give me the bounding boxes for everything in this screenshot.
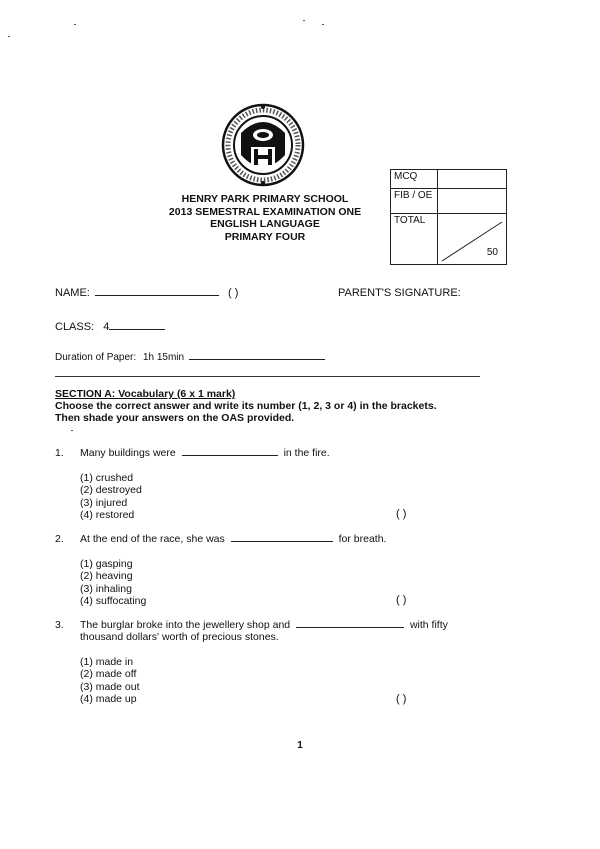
- answer-bracket[interactable]: ( ): [396, 508, 407, 520]
- option: (4) made up: [80, 692, 137, 705]
- section-a-instruction-1: Choose the correct answer and write its number (1, 2, 3 or 4) in the brackets.: [55, 400, 437, 412]
- stem-before: At the end of the race, she was: [80, 533, 225, 545]
- option: (3) inhaling: [80, 582, 132, 595]
- stem-after: in the fire.: [283, 447, 330, 459]
- fib-score-cell: [438, 189, 507, 214]
- options-list: [80, 656, 140, 705]
- duration-row: [55, 352, 325, 363]
- class-label: CLASS:: [55, 321, 95, 333]
- stem-before: Many buildings were: [80, 447, 176, 459]
- subject-title: ENGLISH LANGUAGE: [210, 218, 320, 230]
- school-name: HENRY PARK PRIMARY SCHOOL: [181, 193, 349, 205]
- scan-speck: [71, 430, 73, 431]
- class-value: 4: [103, 321, 110, 333]
- option: (3) injured: [80, 496, 128, 509]
- question-stem: [80, 619, 448, 632]
- name-row: [55, 287, 238, 299]
- question-stem-line-2: thousand dollars' worth of precious stones.: [80, 631, 279, 643]
- name-label: NAME:: [55, 287, 90, 299]
- total-label: TOTAL: [391, 214, 438, 265]
- answer-blank: [231, 540, 333, 542]
- exam-header: [130, 193, 400, 243]
- name-index-paren: ( ): [227, 287, 239, 299]
- scan-speck: [303, 20, 305, 21]
- marks-table: [390, 169, 507, 265]
- option: (4) suffocating: [80, 594, 147, 607]
- level-title: PRIMARY FOUR: [224, 230, 306, 243]
- option: (1) crushed: [80, 472, 134, 484]
- option: (2) heaving: [80, 570, 133, 583]
- answer-bracket[interactable]: ( ): [396, 693, 407, 705]
- stem-before: The burglar broke into the jewellery shop and: [80, 619, 291, 631]
- scan-speck: [74, 24, 76, 25]
- question-stem: [80, 533, 386, 546]
- school-crest-logo: [221, 103, 305, 187]
- section-a-instruction-2: Then shade your answers on the OAS provided.: [55, 412, 295, 424]
- page-number: 1: [297, 740, 303, 751]
- question-number: 3.: [55, 619, 64, 631]
- answer-blank: [182, 454, 278, 456]
- exam-title: 2013 SEMESTRAL EXAMINATION ONE: [168, 205, 362, 218]
- question-stem: [80, 447, 330, 460]
- mcq-score-cell: [438, 170, 507, 189]
- answer-blank: [296, 626, 404, 628]
- option: (3) made out: [80, 680, 140, 693]
- option: (4) restored: [80, 508, 135, 521]
- class-row: [55, 321, 165, 333]
- question-number: 1.: [55, 447, 64, 459]
- stem-after: with fifty: [409, 619, 448, 631]
- stem-after: for breath.: [338, 533, 387, 545]
- option: (1) gasping: [80, 558, 133, 570]
- parent-signature-label: PARENT'S SIGNATURE:: [338, 287, 461, 299]
- option: (1) made in: [80, 656, 134, 668]
- section-a-title: SECTION A: Vocabulary (6 x 1 mark): [55, 388, 236, 400]
- scan-speck: [322, 24, 324, 25]
- mcq-label: MCQ: [391, 170, 438, 189]
- options-list: [80, 558, 146, 607]
- class-line: [109, 328, 165, 330]
- answer-bracket[interactable]: ( ): [396, 594, 407, 606]
- name-line: [95, 294, 219, 296]
- total-max: 50: [486, 247, 498, 258]
- option: (2) destroyed: [80, 484, 142, 497]
- fib-label: FIB / OE: [391, 189, 438, 214]
- duration-value: 1h 15min: [142, 352, 185, 363]
- options-list: [80, 472, 142, 521]
- scan-speck: [8, 36, 10, 37]
- question-number: 2.: [55, 533, 64, 545]
- duration-line: [189, 358, 325, 360]
- total-score-cell: [438, 214, 507, 265]
- section-a-header: [55, 388, 437, 424]
- duration-label: Duration of Paper:: [55, 352, 137, 363]
- divider-rule: [55, 376, 480, 377]
- option: (2) made off: [80, 668, 137, 681]
